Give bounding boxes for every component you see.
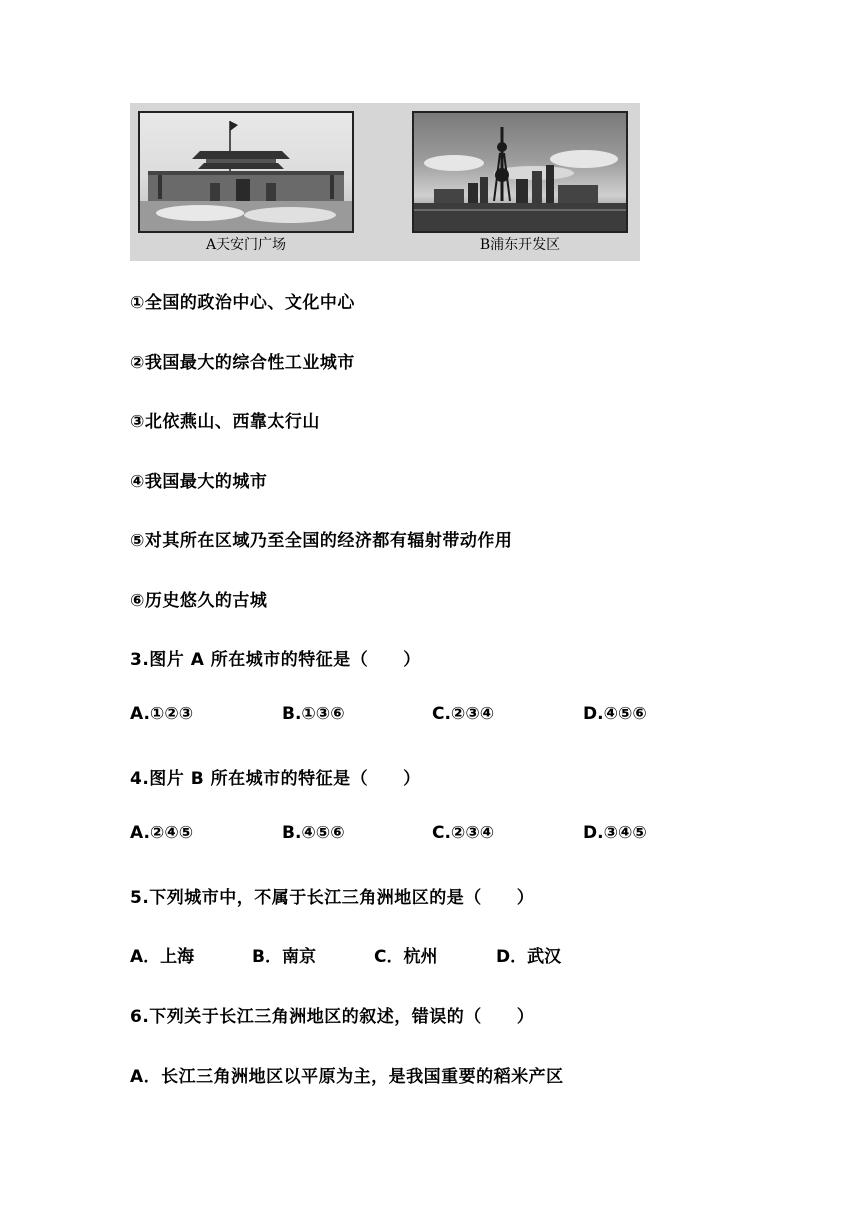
tiananmen-photo	[138, 111, 354, 233]
statement-4: ④我国最大的城市	[130, 472, 268, 492]
q4-option-c: C.②③④	[432, 823, 495, 843]
q6-option-a: A．长江三角洲地区以平原为主，是我国重要的稻米产区	[130, 1067, 564, 1087]
q4-option-d: D.③④⑤	[583, 823, 647, 843]
question-6-stem: 6.下列关于长江三角洲地区的叙述，错误的（ ）	[130, 1007, 535, 1027]
q3-option-d: D.④⑤⑥	[583, 704, 647, 724]
figure-strip	[130, 103, 640, 261]
q5-option-a: A．上海	[130, 947, 195, 967]
statement-3: ③北依燕山、西靠太行山	[130, 412, 320, 432]
pudong-photo	[412, 111, 628, 233]
q5-option-d: D．武汉	[496, 947, 562, 967]
caption-tiananmen: A天安门广场	[205, 237, 287, 253]
q4-option-b: B.④⑤⑥	[282, 823, 345, 843]
statement-5: ⑤对其所在区域乃至全国的经济都有辐射带动作用	[130, 531, 513, 551]
q3-option-a: A.①②③	[130, 704, 194, 724]
q3-option-b: B.①③⑥	[282, 704, 345, 724]
q4-option-a: A.②④⑤	[130, 823, 194, 843]
caption-pudong: B浦东开发区	[479, 237, 561, 253]
statement-6: ⑥历史悠久的古城	[130, 591, 268, 611]
question-3-stem: 3.图片 A 所在城市的特征是（ ）	[130, 650, 421, 670]
question-4-stem: 4.图片 B 所在城市的特征是（ ）	[130, 769, 421, 789]
statement-2: ②我国最大的综合性工业城市	[130, 353, 355, 373]
q5-option-c: C．杭州	[374, 947, 438, 967]
question-5-stem: 5.下列城市中，不属于长江三角洲地区的是（ ）	[130, 888, 535, 908]
q5-option-b: B．南京	[252, 947, 316, 967]
statement-1: ①全国的政治中心、文化中心	[130, 293, 355, 313]
q3-option-c: C.②③④	[432, 704, 495, 724]
